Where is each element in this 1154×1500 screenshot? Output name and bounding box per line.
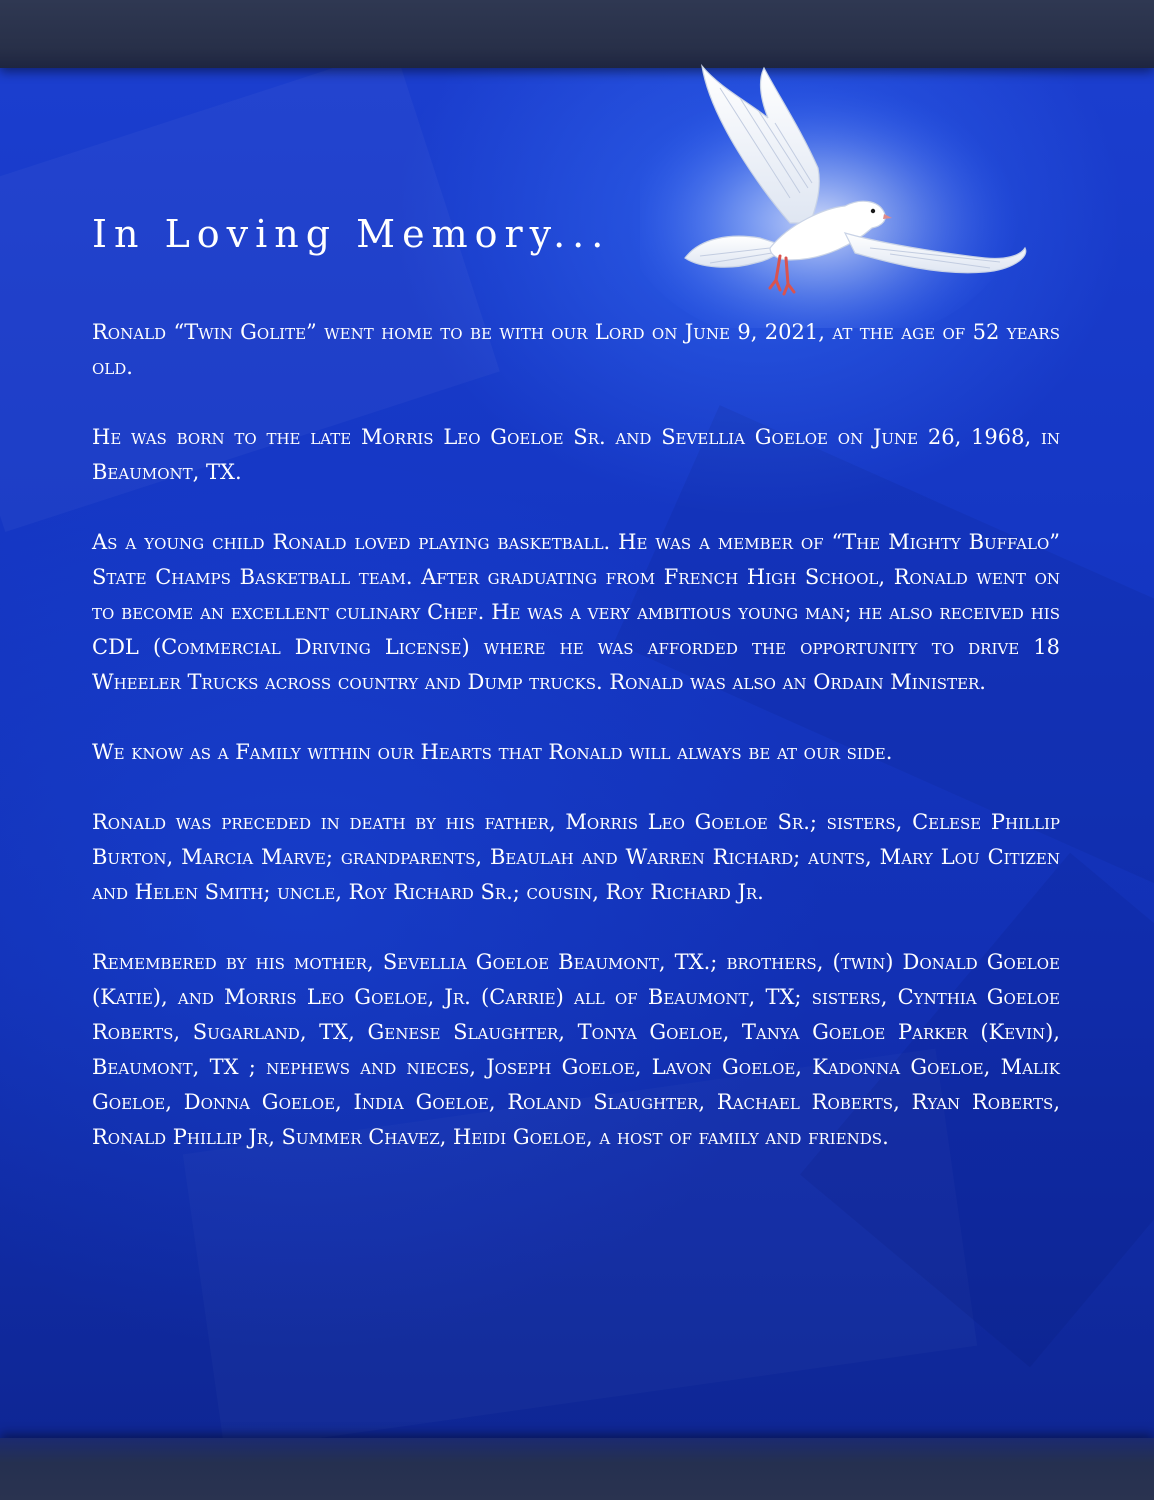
paragraph-family-note: We know as a Family within our Hearts that Ronald will always be at our side. (92, 740, 893, 764)
paragraph-preceded: Ronald was preceded in death by his father, Morris Leo Goeloe Sr.; sisters, Celese Phillip Burton, Marcia Marve; grandparents, Beaulah and Warren Richard; aunts, Mary Lou Citizen and Helen Smith; uncle, Roy Richard Sr.; cousin, Roy Richard Jr. (92, 810, 1060, 904)
paragraph-passing: Ronald “Twin Golite” went home to be with our Lord on June 9, 2021, at the age of 52 years old. (92, 320, 1060, 379)
paragraph-birth: He was born to the late Morris Leo Goeloe Sr. and Sevellia Goeloe on June 26, 1968, in Beaumont, TX. (92, 425, 1060, 484)
paragraph-survivors: Remembered by his mother, Sevellia Goeloe Beaumont, TX.; brothers, (twin) Donald Goeloe (Katie), and Morris Leo Goeloe, Jr. (Carrie) all of Beaumont, TX; sisters, Cynthia Goeloe Roberts, Sugarland, TX, Genese Slaughter, Tonya Goeloe, Tanya Goeloe Parker (Kevin), Beaumont, TX ; nephews and nieces, Joseph Goeloe, Lavon Goeloe, Kadonna Goeloe, Malik Goeloe, Donna Goeloe, India Goeloe, Roland Slaughter, Rachael Roberts, Ryan Roberts, Ronald Phillip Jr, Summer Chavez, Heidi Goeloe, a host of family and friends. (92, 950, 1060, 1149)
paragraph-life: As a young child Ronald loved playing basketball. He was a member of “The Mighty Buffalo” State Champs Basketball team. After graduating from French High School, Ronald went on to become an excellent culinary Chef. He was a very ambitious young man; he also received his CDL (Commercial Driving License) where he was afforded the opportunity to drive 18 Wheeler Trucks across country and Dump trucks. Ronald was also an Ordain Minister. (92, 530, 1060, 694)
page-title: In Loving Memory... (92, 212, 611, 256)
obituary-text (92, 315, 1060, 1155)
dove-icon (640, 48, 1040, 328)
bottom-band (0, 1438, 1154, 1500)
